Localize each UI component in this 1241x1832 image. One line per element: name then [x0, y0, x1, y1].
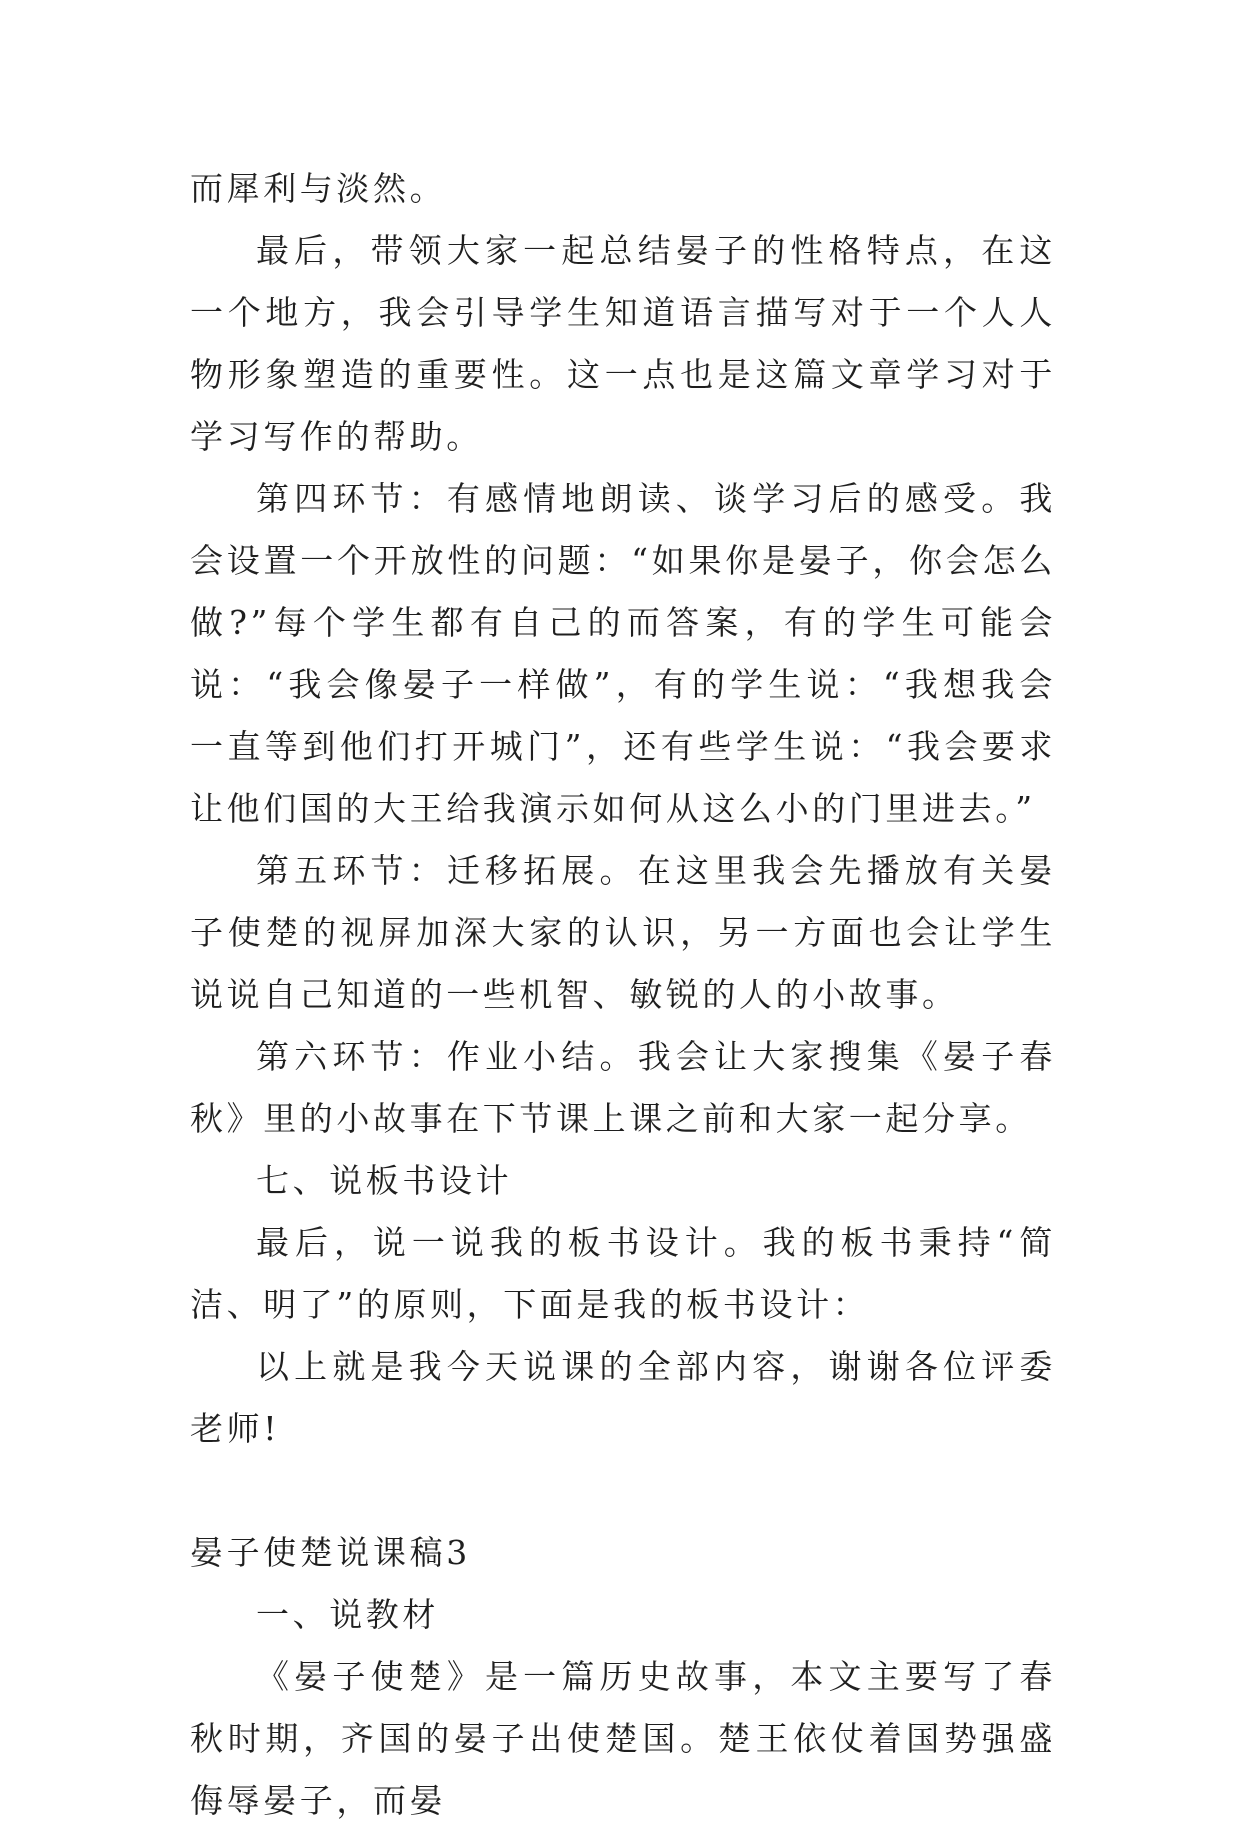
paragraph-summary: 最后，带领大家一起总结晏子的性格特点，在这一个地方，我会引导学生知道语言描写对于一个人人物形象塑造的重要性。这一点也是这篇文章学习对于学习写作的帮助。	[190, 231, 1056, 456]
document-body	[190, 158, 1056, 1832]
paragraph-blackboard-design: 最后，说一说我的板书设计。我的板书秉持“简洁、明了”的原则，下面是我的板书设计：	[190, 1223, 1056, 1324]
paragraph-closing: 以上就是我今天说课的全部内容，谢谢各位评委老师!	[190, 1347, 1056, 1448]
section-title: 晏子使楚说课稿3	[190, 1533, 471, 1572]
paragraph-step-six: 第六环节：作业小结。我会让大家搜集《晏子春秋》里的小故事在下节课上课之前和大家一起分享。	[190, 1037, 1056, 1138]
paragraph-textbook-intro: 《晏子使楚》是一篇历史故事，本文主要写了春秋时期，齐国的晏子出使楚国。楚王依仗着国势强盛侮辱晏子，而晏	[190, 1657, 1056, 1820]
subheading-blackboard-design: 七、说板书设计	[256, 1161, 513, 1200]
paragraph-step-five: 第五环节：迁移拓展。在这里我会先播放有关晏子使楚的视屏加深大家的认识，另一方面也会让学生说说自己知道的一些机智、敏锐的人的小故事。	[190, 851, 1056, 1014]
paragraph-continuation: 而犀利与淡然。	[190, 169, 447, 208]
paragraph-step-four: 第四环节：有感情地朗读、谈学习后的感受。我会设置一个开放性的问题：“如果你是晏子，你会怎么做?”每个学生都有自己的而答案，有的学生可能会说：“我会像晏子一样做”，有的学生说：“我想我会一直等到他们打开城门”，还有些学生说：“我会要求让他们国的大王给我演示如何从这么小的门里进去。”	[190, 479, 1056, 828]
subheading-textbook: 一、说教材	[256, 1595, 439, 1634]
